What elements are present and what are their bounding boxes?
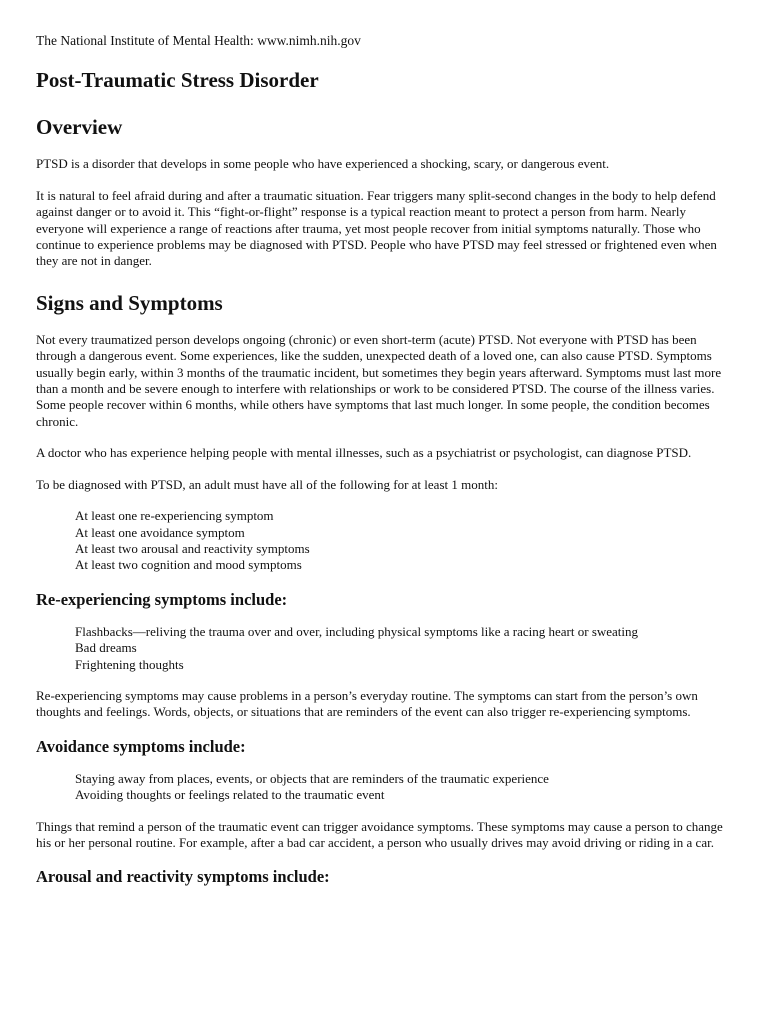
signs-heading: Signs and Symptoms xyxy=(36,290,223,315)
list-item: Frightening thoughts xyxy=(75,656,184,672)
avoidance-list xyxy=(36,771,726,804)
reexperiencing-paragraph: Re-experiencing symptoms may cause problems in a person’s everyday routine. The symptoms can start from the person’s own thoughts and feelings. Words, objects, or situations that are reminders of the event can also trigger re-experiencing symptoms. xyxy=(36,687,698,720)
overview-paragraph-1: PTSD is a disorder that develops in some people who have experienced a shocking, scary, or dangerous event. xyxy=(36,156,610,172)
page-title: Post-Traumatic Stress Disorder xyxy=(36,68,319,93)
avoidance-heading: Avoidance symptoms include: xyxy=(36,736,246,756)
list-item: Flashbacks—reliving the trauma over and over, including physical symptoms like a racing heart or sweating xyxy=(75,623,639,639)
signs-paragraph-3: To be diagnosed with PTSD, an adult must have all of the following for at least 1 month: xyxy=(36,476,498,492)
list-item: Avoiding thoughts or feelings related to the traumatic event xyxy=(75,787,385,803)
signs-paragraph-1: Not every traumatized person develops ongoing (chronic) or even short-term (acute) PTSD. Not everyone with PTSD has been through a dangerous event. Some experiences, like the sudden, unexpected death of a loved one, can also cause PTSD. Symptoms usually begin early, within 3 months of the traumatic incident, but sometimes they begin years afterward. Symptoms must last more than a month and be severe enough to interfere with relationships or work to be considered PTSD. The course of the illness varies. Some people recover within 6 months, while others have symptoms that last much longer. In some people, the condition becomes chronic. xyxy=(36,331,722,429)
overview-heading: Overview xyxy=(36,115,123,140)
document-page xyxy=(36,33,726,901)
reexperiencing-heading: Re-experiencing symptoms include: xyxy=(36,589,288,609)
list-item: At least two arousal and reactivity symptoms xyxy=(75,540,310,556)
source-line: The National Institute of Mental Health: www.nimh.nih.gov xyxy=(36,33,361,48)
arousal-heading: Arousal and reactivity symptoms include: xyxy=(36,867,330,887)
signs-paragraph-2: A doctor who has experience helping people with mental illnesses, such as a psychiatrist or psychologist, can diagnose PTSD. xyxy=(36,445,692,461)
reexperiencing-list xyxy=(36,624,726,673)
overview-paragraph-2: It is natural to feel afraid during and after a traumatic situation. Fear triggers many split-second changes in the body to help defend against danger or to avoid it. This “fight-or-flight” response is a typical reaction meant to protect a person from harm. Nearly everyone will experience a range of reactions after trauma, yet most people recover from initial symptoms naturally. Those who continue to experience problems may be diagnosed with PTSD. People who have PTSD may feel stressed or frightened even when they are not in danger. xyxy=(36,187,717,269)
diagnosis-criteria-list xyxy=(36,508,726,574)
avoidance-paragraph: Things that remind a person of the traumatic event can trigger avoidance symptoms. These symptoms may cause a person to change his or her personal routine. For example, after a bad car accident, a person who usually drives may avoid driving or riding in a car. xyxy=(36,818,723,850)
list-item: Bad dreams xyxy=(75,640,137,656)
list-item: At least two cognition and mood symptoms xyxy=(75,557,302,573)
list-item: At least one re-experiencing symptom xyxy=(75,508,274,524)
list-item: Staying away from places, events, or objects that are reminders of the traumatic experience xyxy=(75,770,549,786)
list-item: At least one avoidance symptom xyxy=(75,524,245,540)
